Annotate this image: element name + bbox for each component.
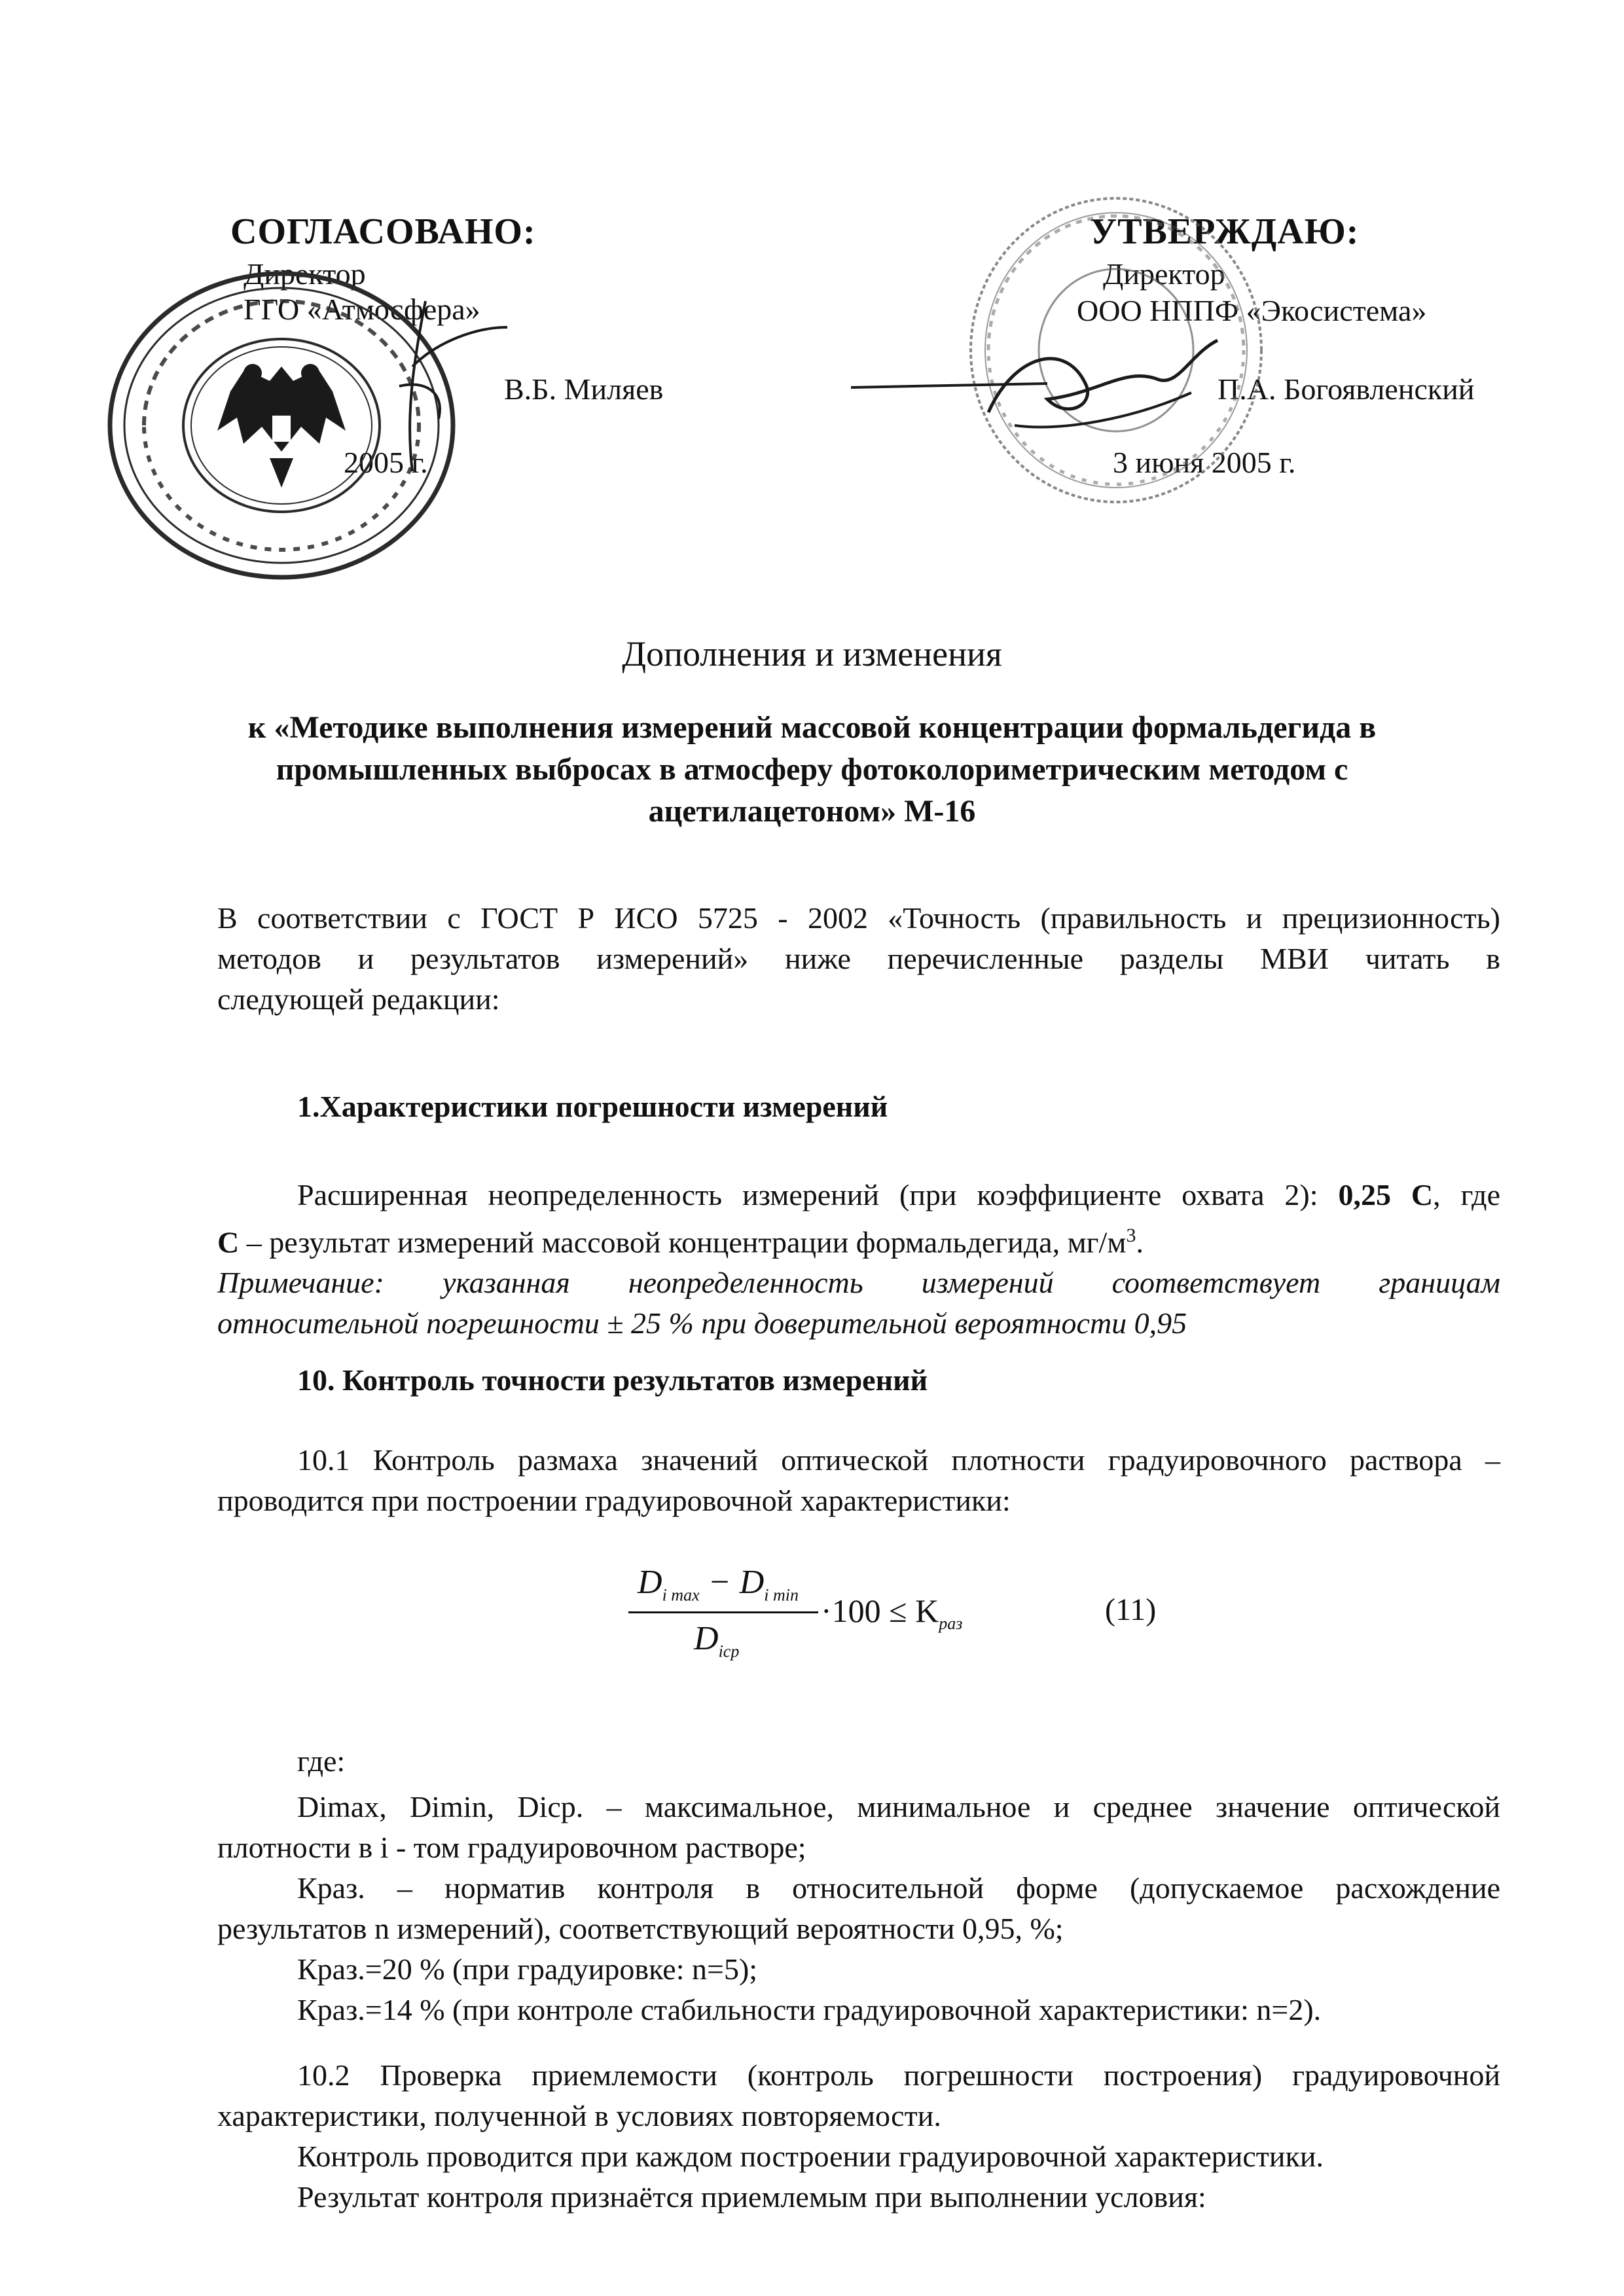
formula-denominator	[694, 1619, 739, 1661]
approval-right-organization: ООО НППФ «Экосистема»	[1077, 294, 1427, 327]
approval-left-organization: ГГО «Атмосфера»	[244, 293, 480, 326]
approval-left-heading: СОГЛАСОВАНО:	[230, 211, 536, 252]
section10-p1-line2: проводится при построении градуировочной характеристики:	[217, 1484, 1011, 1517]
formula-number: (11)	[1105, 1592, 1157, 1627]
section1-line1	[217, 1175, 1500, 1215]
section1-line1-end: , где	[1433, 1178, 1500, 1211]
approval-right-position: Директор	[1103, 257, 1225, 291]
formula-rest	[821, 1592, 962, 1634]
formula-rest-text: ·100 ≤ K	[821, 1592, 939, 1629]
section1-line2-rest: – результат измерений массовой концентрации формальдегида, мг/м	[239, 1225, 1127, 1259]
def1-line2: плотности в i - том градуировочном растворе;	[217, 1831, 806, 1864]
formula-numerator	[638, 1563, 799, 1605]
doc-title: Дополнения и изменения	[622, 634, 1002, 673]
p4: Результат контроля признаётся приемлемым при выполнении условия:	[297, 2180, 1206, 2214]
formula-num-b-sub: i min	[764, 1585, 799, 1605]
formula-num-b: D	[739, 1564, 765, 1601]
section1-line1-bold: 0,25 С	[1338, 1178, 1434, 1211]
intro-line: методов и результатов измерений» ниже перечисленные разделы МВИ читать в	[217, 942, 1500, 975]
section10-p1	[217, 1440, 1500, 1521]
section1-note-line1: Примечание: указанная неопределенность измерений соответствует границам	[217, 1266, 1500, 1300]
p3: Контроль проводится при каждом построении градуировочной характеристики.	[297, 2140, 1324, 2173]
section1-line1-start: Расширенная неопределенность измерений (при коэффициенте охвата 2):	[297, 1178, 1339, 1211]
def2-line1: Краз. – норматив контроля в относительной форме (допускаемое расхождение	[297, 1871, 1500, 1905]
def4: Краз.=14 % (при контроле стабильности градуировочной характеристики: n=2).	[297, 1993, 1322, 2026]
p2-line2: характеристики, полученной в условиях повторяемости.	[217, 2099, 941, 2132]
formula-den-sub: icp	[718, 1641, 740, 1661]
formula-minus: −	[699, 1564, 740, 1601]
formula-den: D	[694, 1620, 719, 1657]
formula-rest-sub: раз	[939, 1614, 963, 1633]
intro-paragraph	[217, 898, 1500, 1020]
section1-line2-bold: С	[217, 1225, 240, 1259]
formula-num-a-sub: i max	[662, 1585, 700, 1605]
section10-p2	[217, 2055, 1500, 2217]
formula-num-a: D	[638, 1564, 662, 1601]
signature-left	[386, 288, 517, 484]
def2-line2: результатов n измерений), соответствующий вероятности 0,95, %;	[217, 1912, 1064, 1945]
approval-left-position: Директор	[244, 257, 366, 291]
approval-left-signature-name: В.Б. Миляев	[504, 372, 664, 406]
where-label: где:	[297, 1744, 346, 1778]
formula-11	[615, 1563, 1152, 1694]
approval-right-heading: УТВЕРЖДАЮ:	[1090, 211, 1360, 252]
section10-p1-line1: 10.1 Контроль размаха значений оптической плотности градуировочного раствора –	[297, 1443, 1500, 1477]
section1-line2	[217, 1215, 1500, 1263]
section1-line2-tail: .	[1136, 1225, 1144, 1259]
approval-left-date: 2005 г.	[344, 446, 428, 479]
section1-note-line2: относительной погрешности ± 25 % при доверительной вероятности 0,95	[217, 1306, 1187, 1340]
intro-line: В соответствии с ГОСТ Р ИСО 5725 - 2002 «Точность (правильность и прецизионность)	[217, 901, 1500, 935]
doc-subtitle	[0, 707, 1624, 833]
section1-body	[217, 1175, 1500, 1344]
approval-right-signature-name: П.А. Богоявленский	[1218, 372, 1475, 406]
section10-heading: 10. Контроль точности результатов измерений	[297, 1363, 928, 1397]
approval-right-date: 3 июня 2005 г.	[1113, 446, 1296, 479]
doc-subtitle-line: ацетилацетоном» М-16	[648, 794, 976, 829]
p2-line1: 10.2 Проверка приемлемости (контроль погрешности построения) градуировочной	[297, 2058, 1500, 2092]
doc-subtitle-line: к «Методике выполнения измерений массовой концентрации формальдегида в	[247, 710, 1377, 745]
section1-line2-sup: 3	[1126, 1225, 1136, 1246]
definitions	[217, 1787, 1500, 2030]
def3: Краз.=20 % (при градуировке: n=5);	[297, 1952, 758, 1986]
signature-right	[851, 314, 1231, 445]
intro-line: следующей редакции:	[217, 982, 500, 1016]
section1-heading: 1.Характеристики погрешности измерений	[297, 1090, 888, 1123]
def1-line1: Dimax, Dimin, Dicp. – максимальное, минимальное и среднее значение оптической	[297, 1790, 1500, 1823]
doc-subtitle-line: промышленных выбросах в атмосферу фотоколориметрическим методом с	[276, 752, 1348, 787]
formula-fraction-bar	[628, 1611, 818, 1613]
